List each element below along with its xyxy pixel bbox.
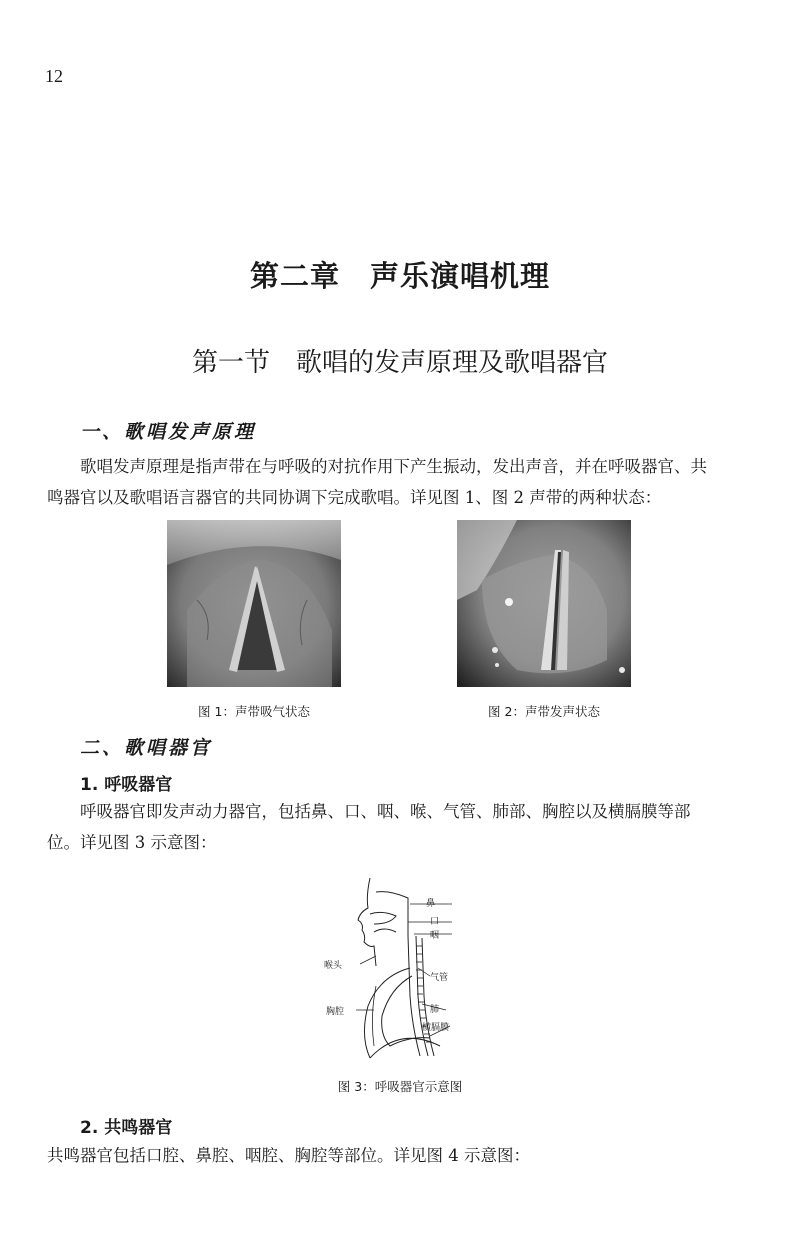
- heading-vocal-organs: 二、歌唱器官: [80, 737, 213, 759]
- chapter-number: 第二章: [249, 259, 340, 293]
- chapter-title: [0, 254, 800, 295]
- label-pharynx: 咽: [430, 931, 440, 941]
- paragraph-line: 位。详见图 3 示意图：: [47, 833, 217, 852]
- section-number: 第一节: [191, 348, 270, 378]
- paragraph-vocal-principle: [47, 451, 760, 513]
- label-lung: 肺: [430, 1005, 440, 1015]
- subheading-respiratory-organs: 1. 呼吸器官: [80, 775, 173, 795]
- heading-vocal-principle: 一、歌唱发声原理: [80, 421, 257, 443]
- label-diaphragm: 横膈膜: [422, 1023, 450, 1033]
- vocal-cords-inhale-photo: [167, 520, 341, 687]
- subheading-resonance-organs: 2. 共鸣器官: [80, 1118, 173, 1138]
- paragraph-resonance-organs: [47, 1140, 760, 1171]
- section-title: [0, 342, 800, 379]
- figure-2-caption: 图 2：声带发声状态: [488, 704, 600, 719]
- paragraph-line: 共鸣器官包括口腔、鼻腔、咽腔、胸腔等部位。详见图 4 示意图：: [47, 1146, 530, 1165]
- paragraph-line: 呼吸器官即发声动力器官，包括鼻、口、咽、喉、气管、肺部、胸腔以及横膈膜等部: [80, 802, 691, 821]
- page-number: 12: [45, 66, 63, 86]
- vocal-cords-phonation-photo: [457, 520, 631, 687]
- paragraph-respiratory-organs: [47, 796, 760, 858]
- label-trachea: 气管: [430, 973, 449, 983]
- respiratory-organs-diagram: [324, 876, 470, 1066]
- label-mouth: 口: [430, 917, 440, 927]
- paragraph-line: 歌唱发声原理是指声带在与呼吸的对抗作用下产生振动，发出声音，并在呼吸器官、共: [80, 457, 707, 476]
- paragraph-line: 鸣器官以及歌唱语言器官的共同协调下完成歌唱。详见图 1、图 2 声带的两种状态：: [47, 488, 662, 507]
- figure-3-caption: 图 3：呼吸器官示意图: [337, 1079, 463, 1094]
- label-chest: 胸腔: [326, 1007, 345, 1017]
- label-larynx: 喉头: [324, 961, 343, 971]
- chapter-name: 声乐演唱机理: [370, 259, 551, 293]
- label-nose: 鼻: [426, 899, 436, 909]
- section-name: 歌唱的发声原理及歌唱器官: [296, 348, 609, 378]
- figure-1-caption: 图 1：声带吸气状态: [198, 704, 310, 719]
